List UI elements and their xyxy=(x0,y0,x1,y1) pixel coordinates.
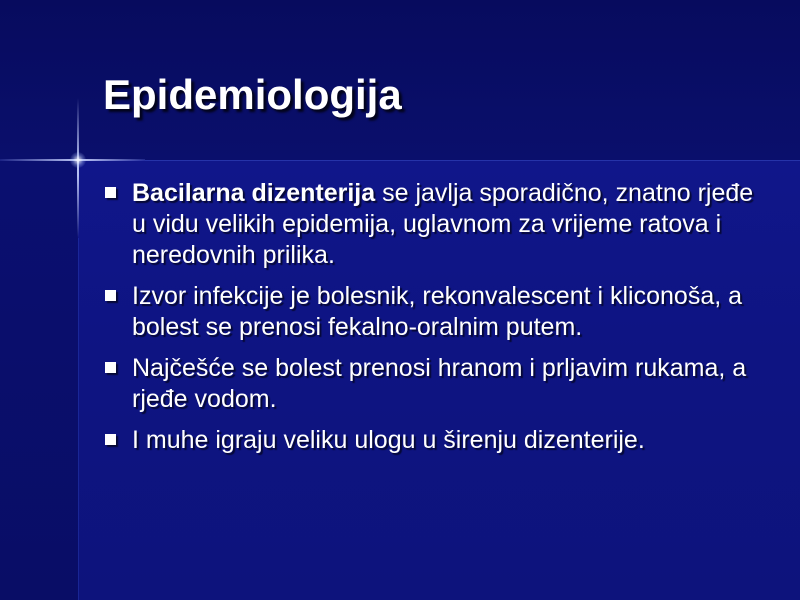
bullet-text: Izvor infekcije je bolesnik, rekonvalescent i kliconoša, a bolest se prenosi fekalno-oralnim putem. xyxy=(132,282,743,341)
bullet-list xyxy=(102,178,762,466)
vertical-divider xyxy=(78,238,79,600)
square-bullet-icon xyxy=(105,434,116,445)
vertical-flare-line xyxy=(77,98,79,238)
bullet-text: se javlja sporadično, znatno rjeđe u vidu velikih epidemija, uglavnom za vrijeme ratova i neredovnih prilika. xyxy=(132,179,754,269)
square-bullet-icon xyxy=(105,362,116,373)
bullet-text: Najčešće se bolest prenosi hranom i prljavim rukama, a rjeđe vodom. xyxy=(132,354,747,413)
light-flare-icon xyxy=(70,152,86,168)
horizontal-divider xyxy=(145,160,800,161)
bullet-item xyxy=(102,281,762,343)
bullet-item xyxy=(102,353,762,415)
bullet-text: I muhe igraju veliku ulogu u širenju dizenterije. xyxy=(132,426,645,454)
bullet-bold-text: Bacilarna dizenterija xyxy=(132,179,376,207)
slide-title: Epidemiologija xyxy=(103,71,402,118)
slide-left-panel xyxy=(0,160,78,600)
square-bullet-icon xyxy=(105,290,116,301)
bullet-item xyxy=(102,178,762,271)
square-bullet-icon xyxy=(105,187,116,198)
bullet-item xyxy=(102,425,762,456)
